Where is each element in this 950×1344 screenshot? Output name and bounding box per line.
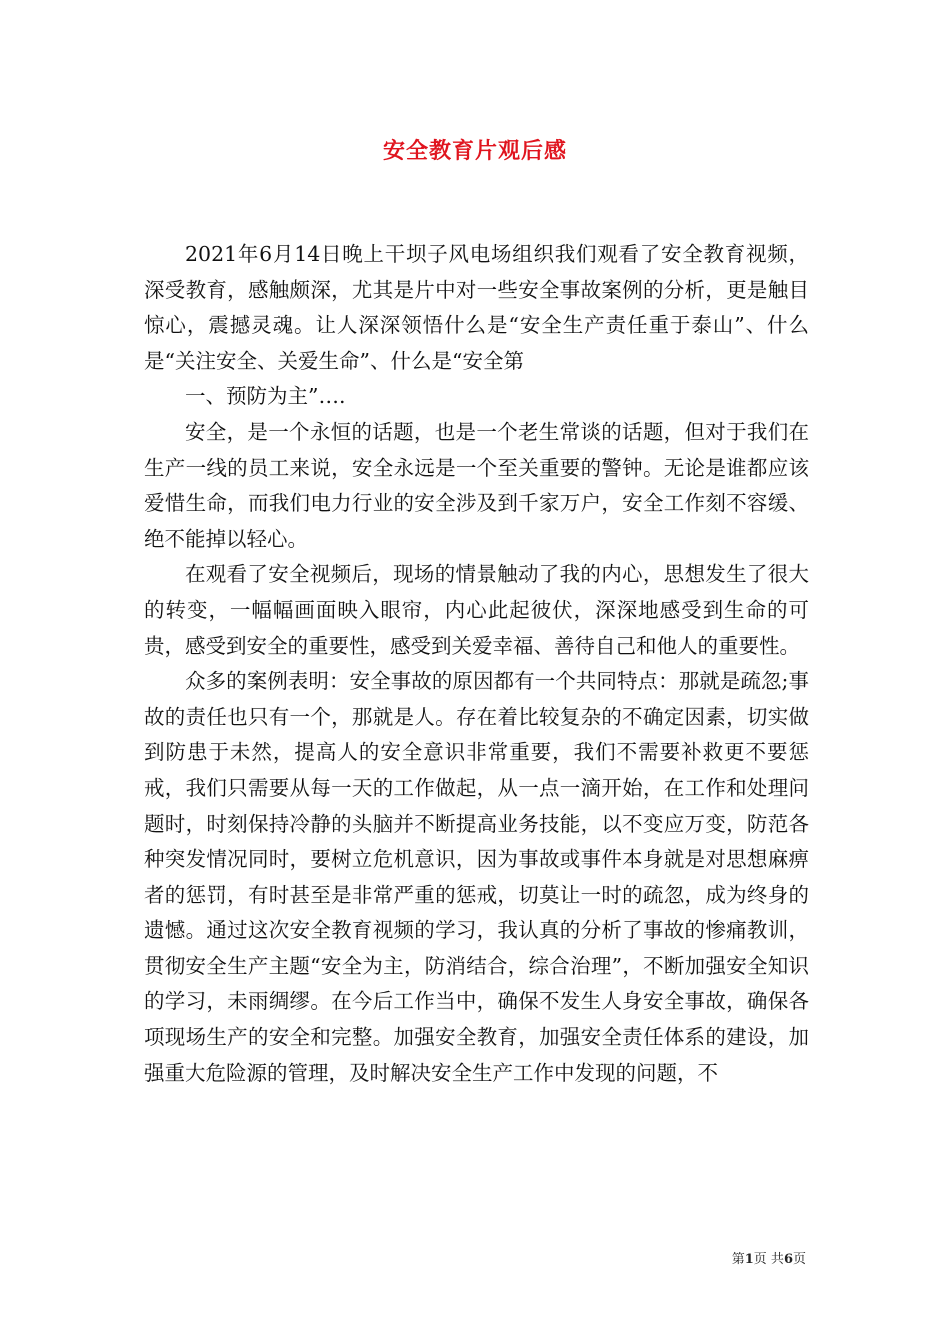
paragraph-4: 在观看了安全视频后，现场的情景触动了我的内心，思想发生了很大的转变，一幅幅画面映入眼帘，内心此起彼伏，深深地感受到生命的可贵，感受到安全的重要性，感受到关爱幸福、善待自己和他人的重要性。 [144, 562, 809, 658]
footer-suffix: 页 [792, 1252, 806, 1267]
paragraph-2: 一、预防为主”…. [185, 384, 346, 409]
document-body [144, 237, 809, 1091]
paragraph-3: 安全，是一个永恒的话题，也是一个老生常谈的话题，但对于我们在生产一线的员工来说，安全永远是一个至关重要的警钟。无论是谁都应该爱惜生命，而我们电力行业的安全涉及到千家万户，安全工作刻不容缓、绝不能掉以轻心。 [144, 419, 809, 551]
page-number-footer [732, 1248, 806, 1267]
document-title: 安全教育片观后感 [382, 138, 567, 164]
paragraph-5: 众多的案例表明：安全事故的原因都有一个共同特点：那就是疏忽;事故的责任也只有一个，那就是人。存在着比较复杂的不确定因素，切实做到防患于未然，提高人的安全意识非常重要，我们不需要补救更不要惩戒，我们只需要从每一天的工作做起，从一点一滴开始，在工作和处理问题时，时刻保持冷静的头脑并不断提高业务技能，以不变应万变，防范各种突发情况同时，要树立危机意识，因为事故或事件本身就是对思想麻痹者的惩罚，有时甚至是非常严重的惩戒，切莫让一时的疏忽，成为终身的遗憾。通过这次安全教育视频的学习，我认真的分析了事故的惨痛教训，贯彻安全生产主题“安全为主，防消结合，综合治理”，不断加强安全知识的学习，未雨绸缪。在今后工作当中，确保不发生人身安全事故，确保各项现场生产的安全和完整。加强安全教育，加强安全责任体系的建设，加强重大危险源的管理，及时解决安全生产工作中发现的问题，不 [144, 669, 809, 1085]
footer-total-pages: 6 [783, 1252, 793, 1267]
footer-current-page: 1 [744, 1252, 754, 1267]
footer-prefix: 第 [731, 1252, 745, 1267]
paragraph-1: 2021年6月14日晚上干坝子风电场组织我们观看了安全教育视频，深受教育，感触颇深，尤其是片中对一些安全事故案例的分析，更是触目惊心，震撼灵魂。让人深深领悟什么是“安全生产责任重于泰山”、什么是“关注安全、关爱生命”、什么是“安全第 [144, 242, 809, 373]
footer-middle: 页 共 [753, 1252, 784, 1267]
